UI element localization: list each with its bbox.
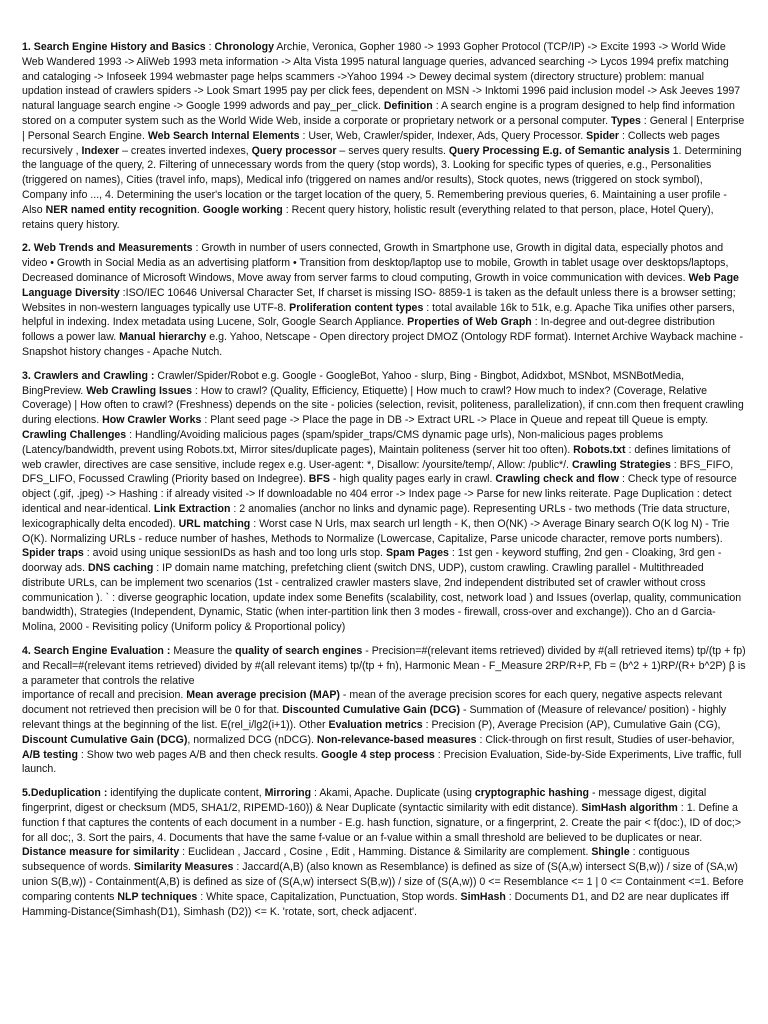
term-heading: Distance measure for similarity xyxy=(22,846,180,859)
term-heading: Proliferation content types xyxy=(289,301,424,314)
body-text: : IP domain name matching, prefetching client (switch DNS, UDP), custom crawling. Crawling parallel - Multithreaded distribute URLs, can be implement two scenarios (1st - centralized crawler masters slave, 2nd independent distributed set of crawler without cross communication ). ` : diverse geographic location, update index some Benefits (scalability, cost, network load ) and Issues (overlap, quality, communication bandwidth), Strategies (Independent, Dynamic, Static (when inter-partition link then 3 modes - firewall, cross-over and exchange)). Cho an d Garcia-Molina, 2000 - Revisiting policy (Uniform policy & Proportional policy) xyxy=(22,562,742,634)
body-text: : Show two web pages A/B and then check results. xyxy=(77,748,322,761)
term-heading: Mirroring xyxy=(264,787,312,800)
body-text: e.g. Yahoo, Netscape - Open directory project DMOZ (Ontology RDF format). Internet Archive Wayback machine - Snapshot history changes - Apache Nutch. xyxy=(22,331,744,358)
term-heading: 2. Web Trends and Measurements xyxy=(22,242,193,255)
term-heading: 3. Crawlers and Crawling : xyxy=(22,369,155,382)
term-heading: Indexer xyxy=(81,144,120,157)
term-heading: 5.Deduplication : xyxy=(22,787,108,800)
body-text: - message digest, digital fingerprint, digest or checksum (MD5, SHA1/2, RIPEMD-160)) & Near Duplicate (syntactic similarity with edit distance). xyxy=(22,787,707,815)
body-text: 1. Determining the language of the query, 2. Filtering of unnecessary words from the query (stop words), 3. Looking for specific types of queries, e.g., Personalities (triggered on names), Cities (travel info, maps), Medical info (triggered on names and/or results), Stock quotes, news (triggered on stock symbol), Company info ..., 4. Determining the user's location or the target location of the query, 5. Remembering previous queries, 6. Maintaining a user profile - Also xyxy=(22,144,742,216)
section-web-trends xyxy=(22,241,746,359)
term-heading: 1. Search Engine History and Basics xyxy=(22,41,206,53)
body-text: Crawler/Spider/Robot e.g. Google - GoogleBot, Yahoo - slurp, Bing - Bingbot, Adidxbot, MSNbot, MSNBotMedia, BingPreview. xyxy=(22,369,685,397)
term-heading: DNS caching xyxy=(87,562,154,575)
body-text: - Precision=#(relevant items retrieved) divided by #(all retrieved items) tp/(tp + fp) and Recall=#(relevant items retrieved) divided by #(all relevant items) tp/(tp + fn), Harmonic Mean - F_Measure 2RP/R+P, Fb = (b^2 + 1)RP/(R+ b^2P) β is a parameter that controls the relative xyxy=(22,645,746,687)
term-heading: Web Search Internal Elements xyxy=(147,129,300,142)
term-heading: Spider xyxy=(586,129,620,142)
term-heading: SimHash algorithm xyxy=(581,802,678,815)
term-heading: Spider traps xyxy=(22,547,84,560)
body-text: : Handling/Avoiding malicious pages (spam/spider_traps/CMS dynamic page urls), Non-malicious pages problems (Latency/bandwidth, prevent using Robots.txt, Mirror sites/duplicate pages), Maintain politeness (server hit too often). xyxy=(22,428,664,456)
body-text: : contiguous subsequence of words. xyxy=(22,846,690,874)
term-heading: Web Page Language Diversity xyxy=(22,271,739,299)
term-heading: Shingle xyxy=(591,846,630,859)
term-heading: quality of search engines xyxy=(235,645,363,658)
body-text: : Jaccard(A,B) (also known as Resemblance) is defined as size of (S(A,w) intersect S(B,w)) / size of (SA,w) union S(B,w)) - Containment(A,B) is defined as size of (S(A,w) intersect S(B,w)) / size of (S(A,w)) 0 <= Resemblance <= 1 | 0 <= Containment <=1. Before comparing contents xyxy=(22,861,744,903)
body-text: : Recent query history, holistic result (everything related to that person, place, Hotel Query), retains query history. xyxy=(22,203,714,231)
term-heading: Discounted Cumulative Gain (DCG) xyxy=(282,704,461,717)
term-heading: Crawling Strategies xyxy=(571,458,671,471)
body-text: : General | Enterprise | Personal Search Engine. xyxy=(22,114,745,142)
body-text: - Summation of (Measure of relevance/ position) - highly relevant things at the beginning of the list. E(rel_i/lg2(i+1)). Other xyxy=(22,704,727,732)
term-heading: Robots.txt xyxy=(573,443,626,456)
term-heading: NER named entity recognition xyxy=(45,203,197,216)
term-heading: Evaluation metrics xyxy=(328,719,423,732)
term-heading: 4. Search Engine Evaluation : xyxy=(22,645,174,658)
body-text: : Euclidean , Jaccard , Cosine , Edit , Hamming. Distance & Similarity are complement. xyxy=(179,846,592,859)
body-text: : 1st gen - keyword stuffing, 2nd gen - Cloaking, 3rd gen - doorway ads. xyxy=(22,547,722,575)
term-heading: SimHash xyxy=(460,890,506,903)
body-text: : BFS_FIFO, DFS_LIFO, Focussed Crawling (Priority based on Indegree). xyxy=(22,458,734,486)
body-text: : Click-through on first result, Studies of user-behavior, xyxy=(476,733,735,746)
body-text: Archie, Veronica, Gopher 1980 -> 1993 Gopher Protocol (TCP/IP) -> Excite 1993 -> World Wide Web Wandered 1993 -> AliWeb 1993 meta information -> Alta Vista 1995 natural language queries, advanced searching -> Lycos 1994 prefix matching and cataloging -> Infoseek 1994 webmaster page helps scammers ->Yahoo 1994 -> Dewey decimal system (directory structure) problem: manual updation instead of crawlers spiders -> Look Smart 1995 pay per click fees, dependent on MSN -> Inktomi 1996 paid inclusion model -> Ask Jeeves 1997 natural language search engine -> Google 1999 adwords and pay_per_click. xyxy=(22,41,741,113)
term-heading: Crawling Challenges xyxy=(22,428,127,441)
body-text: : Growth in number of users connected, Growth in Smartphone use, Growth in digital data, especially photos and video • Growth in Social Media as an advertising platform • Transition from desktop/laptop use to mobile, Growth in tablet usage over desktops/laptops, Decreased dominance of Microsoft Windows, Move away from server farms to cloud computing, Growth in voice communication with devices. xyxy=(22,242,729,284)
term-heading: Non-relevance-based measures xyxy=(316,733,477,746)
term-heading: BFS xyxy=(308,473,330,486)
body-text: – creates inverted indexes, xyxy=(119,144,252,157)
section-crawlers xyxy=(22,369,746,635)
section-search-engine-evaluation xyxy=(22,644,746,777)
term-heading: Query Processing E.g. of Semantic analysis xyxy=(448,144,670,157)
body-text: identifying the duplicate content, xyxy=(107,787,265,800)
term-heading: Crawling check and flow xyxy=(495,473,620,486)
body-text: - mean of the average precision scores for each query, negative aspects relevant document not retrieved then precision will be 0 for that. xyxy=(22,689,722,717)
term-heading: Chronology xyxy=(214,41,274,53)
term-heading: Google 4 step process xyxy=(321,748,435,761)
body-text: : 1. Define a function f that captures the contents of each document in a number - E.g. hash function, signature, or a fingerprint, 2. Create the pair < f(doc:), ID of doc;> for all doc;, 3. Sort the pairs, 4. Documents that have the same f-value or an f-value within a small threshold are believed to be duplicates or near. xyxy=(22,802,742,844)
term-heading: Manual hierarchy xyxy=(119,331,207,344)
body-text: : xyxy=(205,41,215,53)
body-text: importance of recall and precision. xyxy=(22,689,187,702)
term-heading: How Crawler Works xyxy=(102,414,202,427)
body-text: : total available 16k to 51k, e.g. Apache Tika unifies other parsers, helpful in indexing. Index metadata using Lucene, Solr, Google Search Appliance. xyxy=(22,301,735,329)
body-text: , normalized DCG (nDCG). xyxy=(187,733,317,746)
body-text: - high quality pages early in crawl. xyxy=(329,473,496,486)
body-text: : Worst case N Urls, max search url length - K, then O(NK) -> Average Binary search O(K log N) - Trie O(K). Normalizing URLs - reduce number of hashes, Methods to Normalize (Lowercase, Capitalize, Parse unicode character, remove ports numbers). xyxy=(22,517,730,545)
term-heading: URL matching xyxy=(178,517,251,530)
term-heading: Similarity Measures xyxy=(133,861,234,874)
body-text: : In-degree and out-degree distribution follows a power law. xyxy=(22,316,715,344)
body-text: : Precision (P), Average Precision (AP), Cumulative Gain (CG), xyxy=(422,719,721,732)
term-heading: Mean average precision (MAP) xyxy=(186,689,340,702)
body-text: : 2 anomalies (anchor no links and dynamic page). Representing URLs - two methods (Trie data structure, lexicographically delta encoded). xyxy=(22,502,730,530)
term-heading: Properties of Web Graph xyxy=(407,316,532,329)
term-heading: Query processor xyxy=(251,144,337,157)
term-heading: cryptographic hashing xyxy=(474,787,590,800)
term-heading: Link Extraction xyxy=(153,502,231,515)
term-heading: Discount Cumulative Gain (DCG) xyxy=(22,733,188,746)
body-text: : Documents D1, and D2 are near duplicates iff Hamming-Distance(Simhash(D1), Simhash (D2)) <= K. 'rotate, sort, check adjacent'. xyxy=(22,890,729,918)
section-deduplication xyxy=(22,786,746,919)
body-text: : Collects web pages recursively , xyxy=(22,129,720,157)
term-heading: Definition xyxy=(383,100,433,113)
body-text: – serves query results. xyxy=(336,144,449,157)
body-text: : Precision Evaluation, Side-by-Side Experiments, Live traffic, full launch. xyxy=(22,748,742,776)
body-text: : How to crawl? (Quality, Efficiency, Etiquette) | How much to crawl? How much to index? (Coverage, Relative Coverage) | How often to crawl? (Freshness) depends on the site - policies (selection, revisit, politeness, parallelization), if cnn.com then frequent crawling during elections. xyxy=(22,384,744,427)
body-text: . xyxy=(196,203,203,216)
body-text: : avoid using unique sessionIDs as hash and too long urls stop. xyxy=(83,547,386,560)
body-text: : White space, Capitalization, Punctuation, Stop words. xyxy=(197,890,461,903)
body-text: :ISO/IEC 10646 Universal Character Set, If charset is missing ISO- 8859-1 is taken as the default unless there is a browser setting; Websites in non-western languages typically use UTF-8. xyxy=(22,286,736,314)
body-text: : Akami, Apache. Duplicate (using xyxy=(311,787,475,800)
term-heading: Spam Pages xyxy=(385,547,449,560)
body-text: : defines limitations of web crawler, directives are case sensitive, include regex e.g. User-agent: *, Disallow: /yoursite/temp/, Allow: /public*/. xyxy=(22,443,731,471)
body-text: : Check type of resource object (.gif, .jpeg) -> Hashing : if already visited -> If downloadable no 404 error -> Index page -> Parse for new links reiterate. Page Duplication : detect identical and near-identical. xyxy=(22,473,737,515)
term-heading: Web Crawling Issues xyxy=(86,384,192,397)
body-text: : Plant seed page -> Place the page in DB -> Extract URL -> Place in Queue and repeat till Queue is empty. xyxy=(201,414,709,427)
term-heading: NLP techniques xyxy=(117,890,198,903)
term-heading: Types xyxy=(611,114,641,127)
section-search-engine-history xyxy=(22,40,746,232)
body-text: : A search engine is a program designed to help find information stored on a computer system such as the World Wide Web, inside a corporate or proprietary network or a personal computer. xyxy=(22,100,735,127)
body-text: : User, Web, Crawler/spider, Indexer, Ads, Query Processor. xyxy=(299,129,587,142)
term-heading: Google working xyxy=(202,203,283,216)
body-text: Measure the xyxy=(173,645,236,658)
term-heading: A/B testing xyxy=(22,748,78,761)
